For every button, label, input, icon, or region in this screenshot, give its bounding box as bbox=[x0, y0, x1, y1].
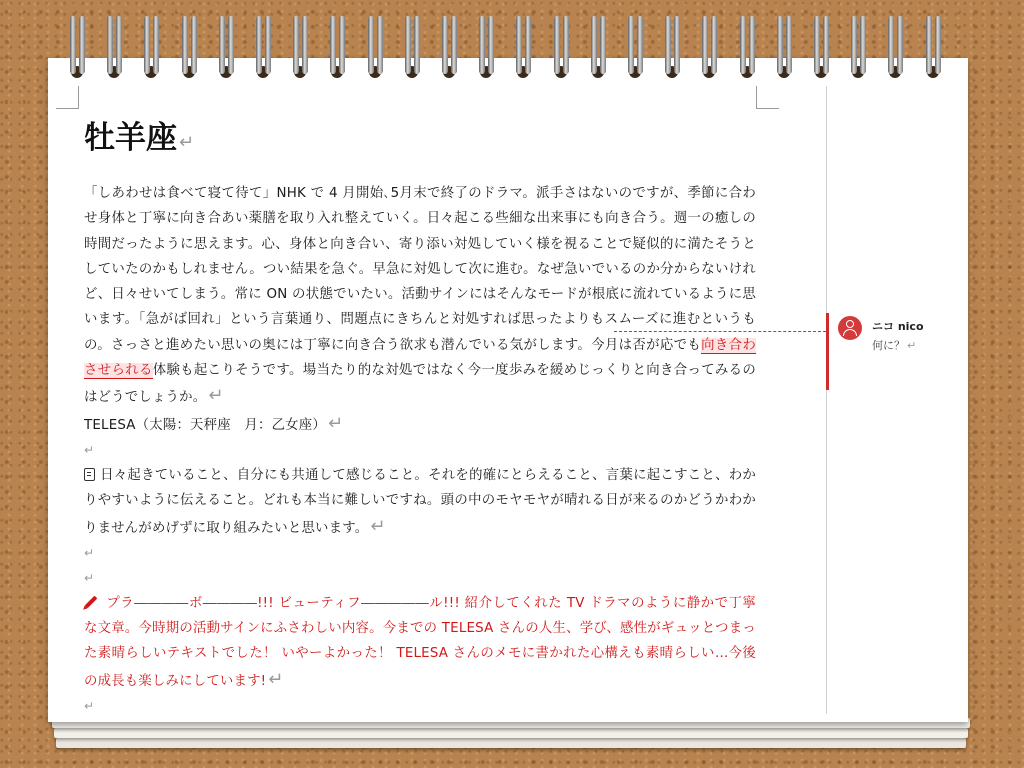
spiral-ring bbox=[860, 16, 866, 74]
spiral-ring bbox=[107, 16, 113, 74]
spiral-ring bbox=[479, 16, 485, 74]
spiral-ring bbox=[786, 16, 792, 74]
paper-stack-edge bbox=[54, 728, 968, 738]
spiral-ring bbox=[116, 16, 122, 74]
spiral-ring bbox=[405, 16, 411, 74]
spiral-ring bbox=[637, 16, 643, 74]
commented-text[interactable]: 向き合わさせられる bbox=[84, 337, 756, 379]
spiral-ring bbox=[591, 16, 597, 74]
spiral-ring bbox=[256, 16, 262, 74]
spiral-ring bbox=[182, 16, 188, 74]
comment-text[interactable]: 何に？ ↵ bbox=[872, 339, 917, 352]
spiral-ring bbox=[191, 16, 197, 74]
paper-stack-edge bbox=[56, 738, 966, 748]
spiral-ring bbox=[339, 16, 345, 74]
empty-paragraph: ↵ bbox=[84, 545, 95, 560]
spiral-ring bbox=[144, 16, 150, 74]
pencil-icon bbox=[85, 595, 98, 608]
spiral-ring bbox=[525, 16, 531, 74]
spiral-ring bbox=[814, 16, 820, 74]
margin-corner-mark bbox=[756, 86, 779, 109]
spiral-ring bbox=[330, 16, 336, 74]
spiral-ring bbox=[451, 16, 457, 74]
spiral-ring bbox=[935, 16, 941, 74]
spiral-ring bbox=[228, 16, 234, 74]
comment-author: ニコ nico bbox=[872, 320, 924, 333]
spiral-ring bbox=[293, 16, 299, 74]
spiral-ring bbox=[851, 16, 857, 74]
document-title: 牡羊座 ↵ bbox=[84, 120, 195, 156]
spiral-ring bbox=[926, 16, 932, 74]
spiral-ring bbox=[665, 16, 671, 74]
feedback-paragraph: プラ――――ボ――――!!! ビューティフ―――――ル!!! 紹介してくれた TV ドラマのように静かで丁寧な文章。今時期の活動サインにふさわしい内容。今までの TELESA さんの人生、学び、感性がギュッとつまった素晴らしいテキストでした！ いやーよかった！ TELESA さんのメモに書かれた心構えも素晴らしい…今後の成長も楽しみにしています! ↵ bbox=[84, 595, 756, 690]
main-paragraph: 「しあわせは食べて寝て待て」NHK で 4 月開始､5月末で終了のドラマ。派手さはないのですが、季節に合わせ身体と丁寧に向き合あい薬膳を取り入れ整えていく。日々起こる些細な出来事にも向き合う。週一の癒しの時間だったように思えます。心、身体と向き合い、寄り添い対処していく様を視ることで疑似的に満たそうとしていたのかもしれません。つい結果を急ぐ。早急に対処して次に進む。なぜ急いでいるのか分からないけれど、日々せいてしまう。常に ON の状態でいたい。活動サインにはそんなモードが根底に流れているように思います。「急がば回れ」という言葉通り、問題点にきちんと対処すれば思ったよりもスムーズに進むというもの。さっさと進めたい思いの奥には丁寧に向き合う欲求も潜んでいる気がします。今月は否が応でも向き合わさせられる体験も起こりそうです。場当たり的な対処ではなく今一度歩みを緩めじっくりと向き合ってみるのはどうでしょうか。 ↵ bbox=[84, 186, 756, 407]
spiral-ring bbox=[79, 16, 85, 74]
spiral-ring bbox=[702, 16, 708, 74]
spiral-ring bbox=[554, 16, 560, 74]
spiral-ring bbox=[219, 16, 225, 74]
spiral-ring bbox=[153, 16, 159, 74]
empty-paragraph: ↵ bbox=[84, 699, 95, 714]
spiral-ring bbox=[563, 16, 569, 74]
margin-corner-mark bbox=[56, 86, 79, 109]
document-body[interactable] bbox=[84, 118, 756, 719]
spiral-ring bbox=[488, 16, 494, 74]
signature-line: TELESA（太陽：天秤座 月：乙女座） ↵ bbox=[84, 412, 344, 434]
comment-anchor-line bbox=[614, 331, 826, 332]
spiral-ring bbox=[302, 16, 308, 74]
spiral-ring bbox=[628, 16, 634, 74]
spiral-ring bbox=[897, 16, 903, 74]
spiral-ring bbox=[749, 16, 755, 74]
spiral-binding bbox=[48, 12, 968, 74]
user-avatar-icon bbox=[838, 316, 862, 340]
spiral-ring bbox=[70, 16, 76, 74]
empty-paragraph: ↵ bbox=[84, 442, 95, 457]
spiral-ring bbox=[516, 16, 522, 74]
spiral-ring bbox=[711, 16, 717, 74]
spiral-ring bbox=[414, 16, 420, 74]
comment-pane-divider bbox=[826, 86, 827, 714]
spiral-ring bbox=[377, 16, 383, 74]
spiral-ring bbox=[888, 16, 894, 74]
spiral-ring bbox=[265, 16, 271, 74]
spiral-ring bbox=[674, 16, 680, 74]
memo-paragraph: 日々起きていること、自分にも共通して感じること。それを的確にとらえること、言葉に起こすこと、わかりやすいように伝えること。どれも本当に難しいですね。頭の中のモヤモヤが晴れる日が来るのかどうかわかりませんがめげずに取り組みたいと思います。 ↵ bbox=[84, 467, 756, 537]
spiral-ring bbox=[368, 16, 374, 74]
empty-paragraph: ↵ bbox=[84, 570, 95, 585]
spiral-ring bbox=[600, 16, 606, 74]
spiral-ring bbox=[823, 16, 829, 74]
memo-icon bbox=[84, 468, 95, 481]
spiral-ring bbox=[740, 16, 746, 74]
spiral-ring bbox=[777, 16, 783, 74]
spiral-ring bbox=[442, 16, 448, 74]
comment-indicator-bar bbox=[826, 313, 829, 390]
